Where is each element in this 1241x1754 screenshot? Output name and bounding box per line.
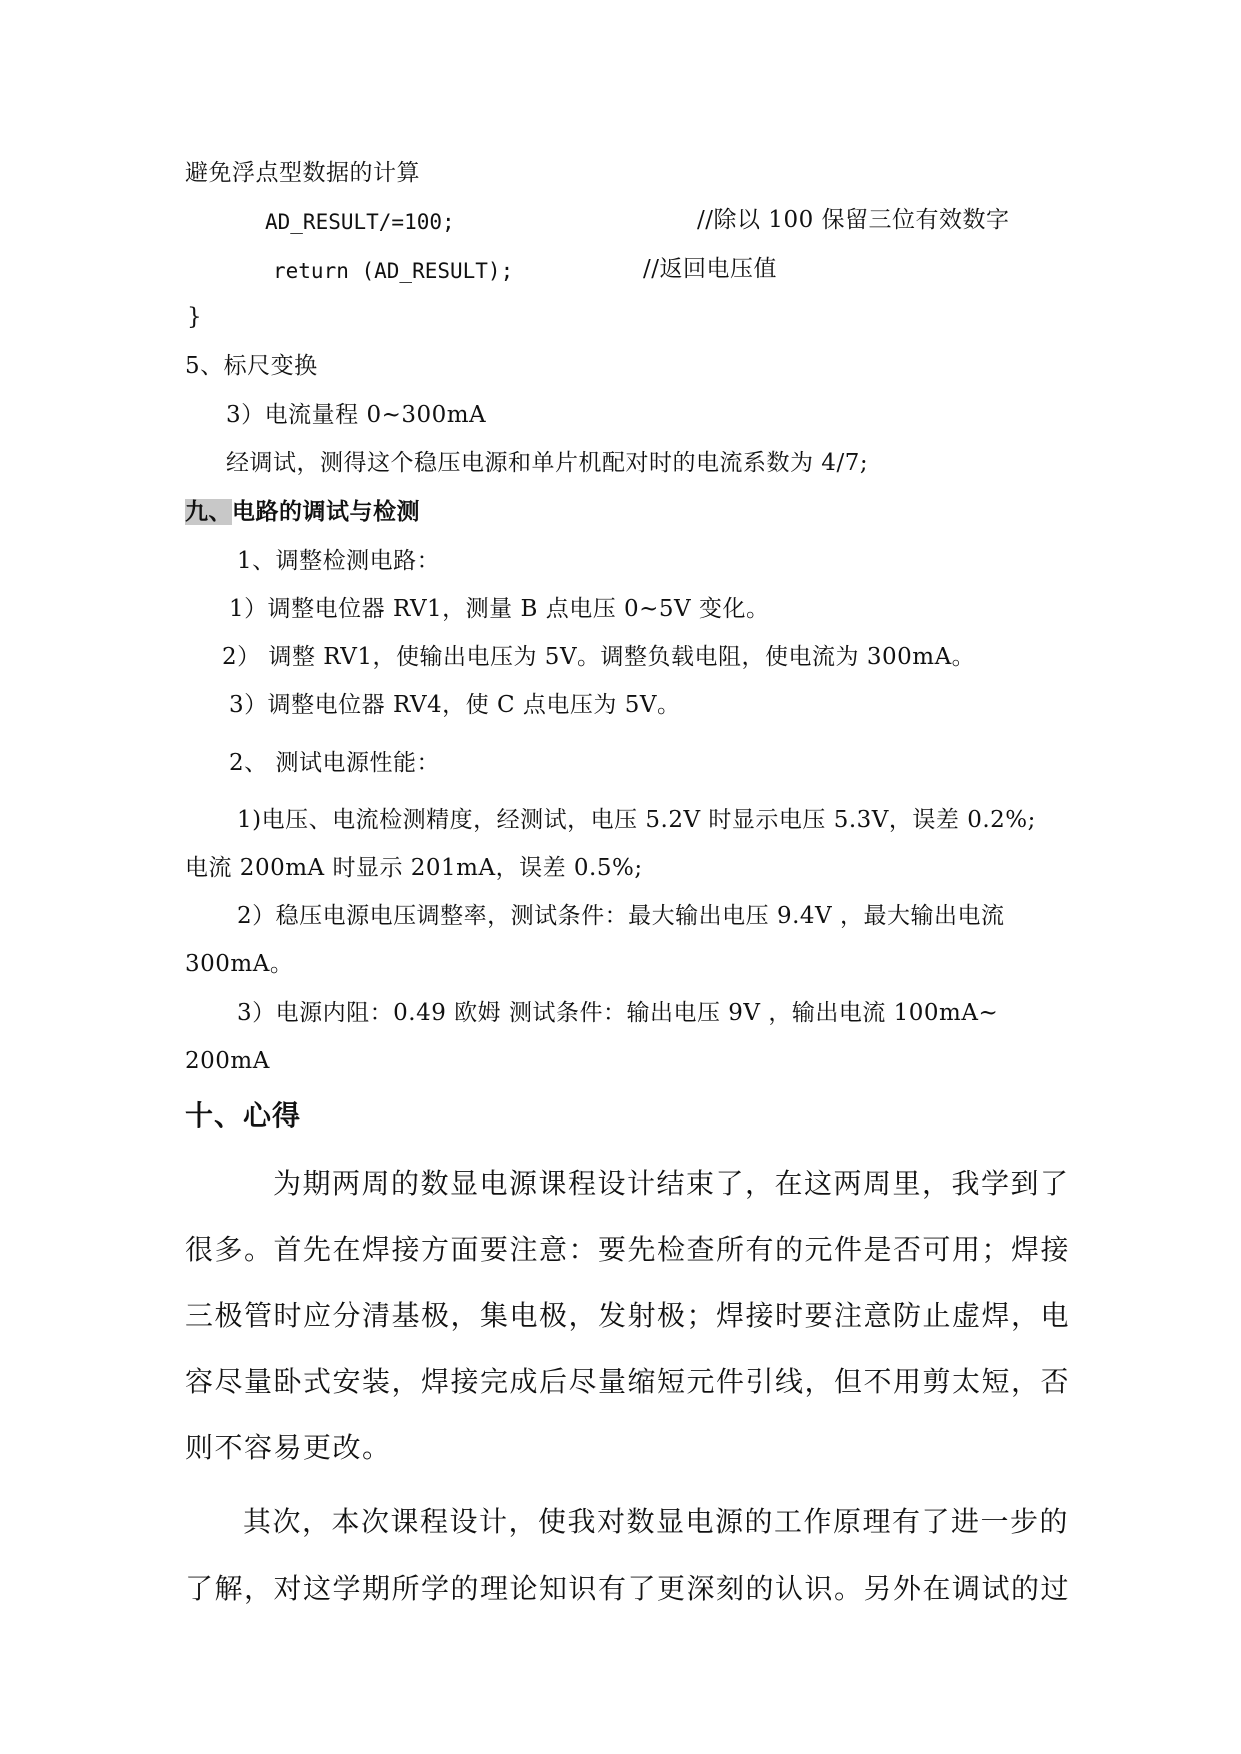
paragraph-line: 则不容易更改。 [185, 1431, 392, 1464]
code-comment: //返回电压值 [643, 256, 777, 282]
text-line: 200mA [185, 1048, 270, 1074]
closing-brace: } [187, 304, 203, 330]
text-line: 经调试，测得这个稳压电源和单片机配对时的电流系数为 4/7; [226, 450, 869, 476]
text-line: 300mA。 [185, 951, 294, 977]
section-heading-9 [185, 497, 420, 527]
text-line: 2）稳压电源电压调整率，测试条件：最大输出电压 9.4V ，最大输出电流 [237, 903, 1005, 929]
text-line: 1)电压、电流检测精度，经测试，电压 5.2V 时显示电压 5.3V，误差 0.2%; [237, 807, 1036, 833]
paragraph-line: 其次，本次课程设计，使我对数显电源的工作原理有了进一步的 [243, 1505, 1070, 1538]
paragraph-line: 为期两周的数显电源课程设计结束了，在这两周里，我学到了 [273, 1167, 1070, 1200]
text-line: 3）电源内阻：0.49 欧姆 测试条件：输出电压 9V ，输出电流 100mA~ [237, 1000, 999, 1026]
text-line: 电流 200mA 时显示 201mA，误差 0.5%; [185, 855, 643, 881]
heading-number-highlight: 九、 [185, 499, 232, 525]
heading-title: 电路的调试与检测 [232, 499, 420, 525]
text-line: 2、 测试电源性能： [229, 750, 440, 776]
code-line: AD_RESULT/=100; [265, 210, 455, 234]
section-heading-10: 十、心得 [185, 1099, 302, 1132]
paragraph-line: 三极管时应分清基极，集电极，发射极；焊接时要注意防止虚焊，电 [185, 1299, 1071, 1332]
text-line: 1、调整检测电路： [237, 548, 441, 574]
paragraph-line: 容尽量卧式安装，焊接完成后尽量缩短元件引线，但不用剪太短，否 [185, 1365, 1071, 1398]
paragraph-line: 了解，对这学期所学的理论知识有了更深刻的认识。另外在调试的过 [185, 1572, 1071, 1605]
text-line: 5、标尺变换 [185, 353, 318, 379]
text-line: 2） 调整 RV1，使输出电压为 5V。调整负载电阻，使电流为 300mA。 [222, 644, 976, 670]
text-line: 3）电流量程 0~300mA [226, 402, 487, 428]
code-comment: //除以 100 保留三位有效数字 [697, 207, 1010, 233]
text-line: 1）调整电位器 RV1，测量 B 点电压 0~5V 变化。 [229, 596, 770, 622]
text-line: 3）调整电位器 RV4，使 C 点电压为 5V。 [229, 692, 681, 718]
text-line: 避免浮点型数据的计算 [185, 160, 420, 186]
code-line: return (AD_RESULT); [273, 259, 514, 283]
paragraph-line: 很多。首先在焊接方面要注意：要先检查所有的元件是否可用；焊接 [185, 1233, 1071, 1266]
